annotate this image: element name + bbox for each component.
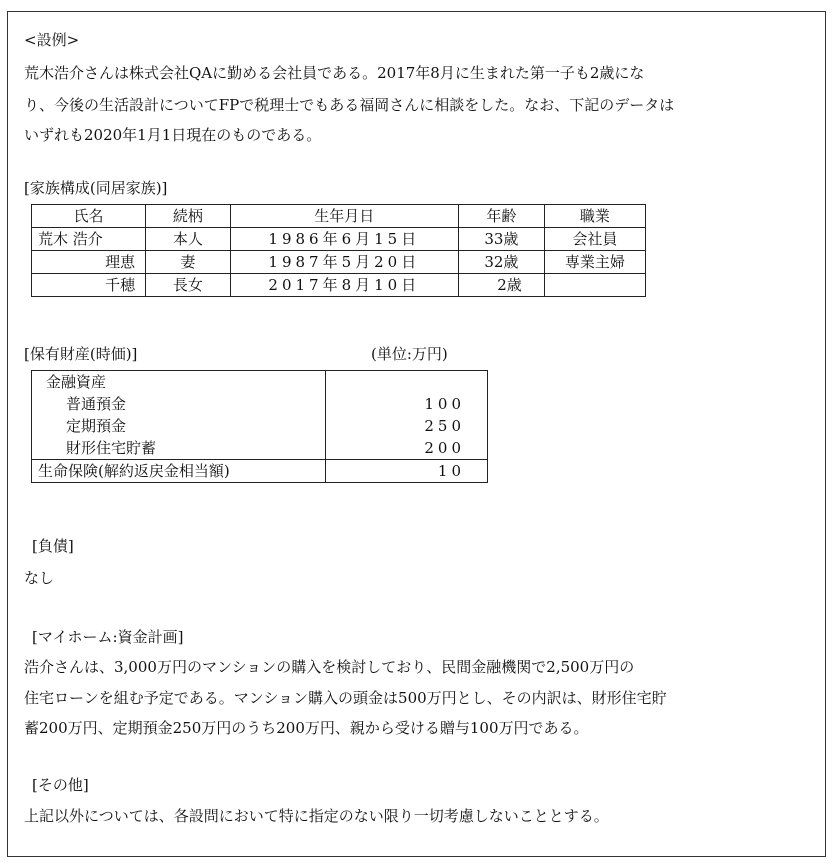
example-title: <設例> [24,31,80,49]
cell-age: 33歳 [459,228,545,251]
insurance-label: 生命保険(解約返戻金相当額) [32,460,326,483]
table-row [32,371,488,394]
table-row [32,460,488,483]
asset-label: 普通預金 [32,393,326,415]
header-name: 氏名 [32,205,146,228]
asset-value: 200 [325,437,487,460]
cell-occupation: 会社員 [544,228,645,251]
family-header-row [32,205,646,228]
cell-name: 理恵 [32,251,146,274]
category-financial: 金融資産 [32,371,326,394]
cell-occupation: 専業主婦 [544,251,645,274]
family-table [31,204,646,297]
asset-label: 定期預金 [32,415,326,437]
myhome-line-2: 住宅ローンを組む予定である。マンション購入の頭金は500万円とし、その内訳は、財形住宅貯 [24,689,667,707]
myhome-heading: [マイホーム:資金計画] [32,628,184,646]
empty-cell [325,371,487,394]
other-text: 上記以外については、各設問において特に指定のない限り一切考慮しないこととする。 [24,807,609,825]
myhome-line-1: 浩介さんは、3,000万円のマンションの購入を検討しており、民間金融機関で2,500万円の [24,658,635,676]
cell-relation: 本人 [146,228,230,251]
table-row [32,415,488,437]
header-relation: 続柄 [146,205,230,228]
intro-line-1: 荒木浩介さんは株式会社QAに勤める会社員である。2017年8月に生まれた第一子も2歳にな [24,64,645,82]
cell-relation: 妻 [146,251,230,274]
cell-age: 32歳 [459,251,545,274]
family-heading: [家族構成(同居家族)] [24,179,168,197]
cell-birthdate: 1986年6月15日 [230,228,458,251]
table-row [32,228,646,251]
cell-occupation [544,274,645,297]
intro-line-2: り、今後の生活設計についてFPで税理士でもある福岡さんに相談をした。なお、下記のデータは [24,96,675,114]
liabilities-text: なし [24,569,55,587]
asset-value: 100 [325,393,487,415]
cell-name: 荒木 浩介 [32,228,146,251]
cell-relation: 長女 [146,274,230,297]
cell-name: 千穂 [32,274,146,297]
assets-table [31,370,488,483]
header-occupation: 職業 [544,205,645,228]
asset-value: 250 [325,415,487,437]
header-birthdate: 生年月日 [230,205,458,228]
liabilities-heading: [負債] [32,537,74,555]
other-heading: [その他] [32,776,89,794]
table-row [32,251,646,274]
table-row [32,437,488,460]
insurance-value: 10 [325,460,487,483]
cell-birthdate: 1987年5月20日 [230,251,458,274]
myhome-line-3: 蓄200万円、定期預金250万円のうち200万円、親から受ける贈与100万円である。 [24,719,589,737]
table-row [32,393,488,415]
cell-birthdate: 2017年8月10日 [230,274,458,297]
asset-label: 財形住宅貯蓄 [32,437,326,460]
assets-unit: (単位:万円) [371,345,448,363]
table-row [32,274,646,297]
intro-line-3: いずれも2020年1月1日現在のものである。 [24,126,322,144]
assets-heading: [保有財産(時価)] [24,345,138,363]
cell-age: 2歳 [459,274,545,297]
header-age: 年齢 [459,205,545,228]
